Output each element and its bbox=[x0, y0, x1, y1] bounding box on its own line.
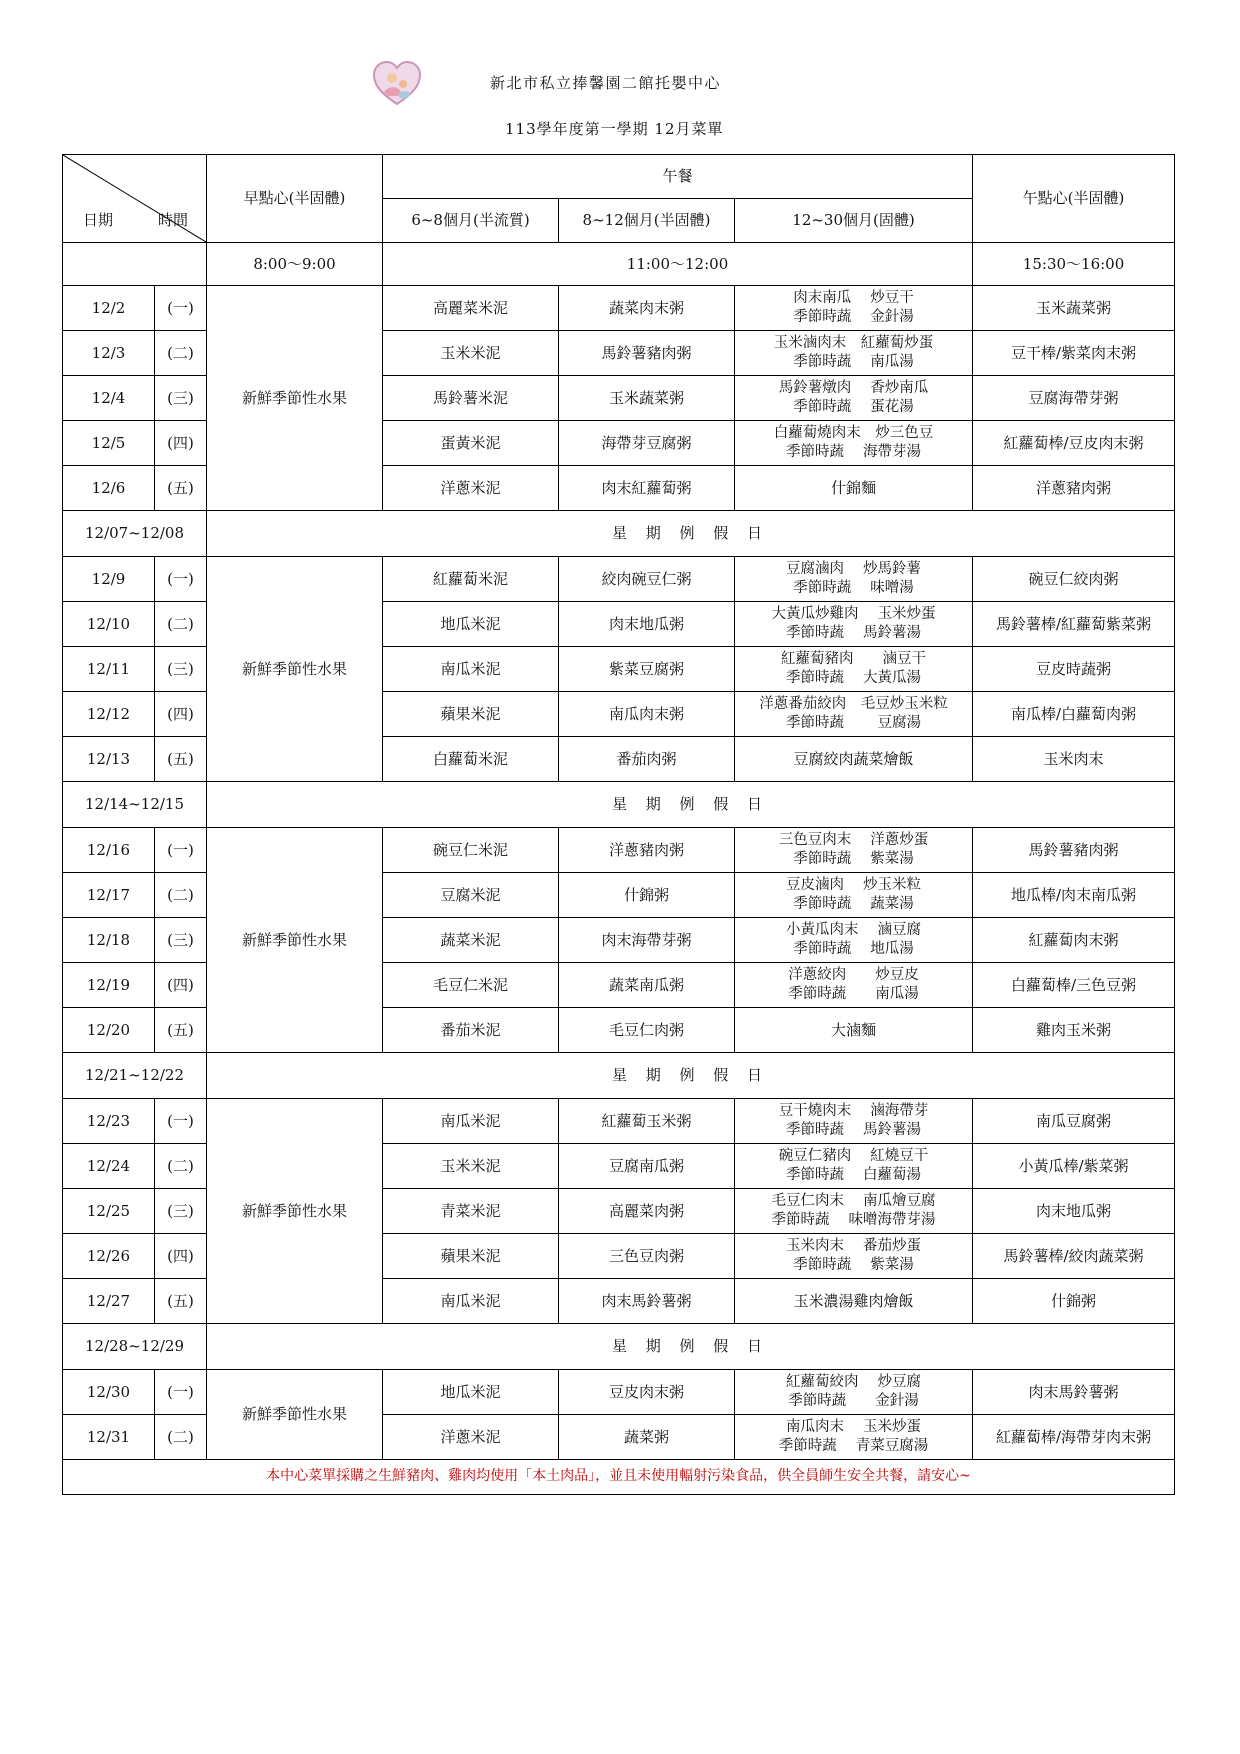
lunch-12-30-dishes bbox=[735, 963, 973, 1008]
afternoon-snack-dish: 南瓜棒/白蘿蔔肉粥 bbox=[973, 692, 1175, 737]
date-time-corner-cell bbox=[63, 155, 207, 243]
lunch-12-30-dishes bbox=[735, 286, 973, 331]
lunch-8-12-dish: 蔬菜肉末粥 bbox=[559, 286, 735, 331]
day-weekday: (二) bbox=[155, 602, 207, 647]
day-date: 12/25 bbox=[63, 1189, 155, 1234]
lunch-12-30-line-1: 碗豆仁豬肉 紅燒豆干 bbox=[778, 1148, 929, 1165]
lunch-8-12-dish: 肉末紅蘿蔔粥 bbox=[559, 466, 735, 511]
lunch-6-8-dish: 毛豆仁米泥 bbox=[383, 963, 559, 1008]
day-weekday: (五) bbox=[155, 1279, 207, 1324]
lunch-8-12-dish: 什錦粥 bbox=[559, 873, 735, 918]
holiday-row bbox=[63, 1324, 1175, 1370]
morning-snack-fruit: 新鮮季節性水果 bbox=[207, 286, 383, 511]
lunch-12-30-dish: 玉米濃湯雞肉燴飯 bbox=[735, 1279, 973, 1324]
lunch-12-30-line-2: 季節時蔬 地瓜湯 bbox=[793, 941, 914, 957]
lunch-12-30-line-1: 馬鈴薯燉肉 香炒南瓜 bbox=[778, 380, 929, 397]
afternoon-snack-dish: 南瓜豆腐粥 bbox=[973, 1099, 1175, 1144]
lunch-12-30-line-1: 豆皮滷肉 炒玉米粒 bbox=[785, 877, 922, 894]
lunch-12-30-dishes bbox=[735, 873, 973, 918]
lunch-8-12-dish: 洋蔥豬肉粥 bbox=[559, 828, 735, 873]
lunch-12-30-line-1: 紅蘿蔔絞肉 炒豆腐 bbox=[785, 1374, 922, 1391]
organization-name: 新北市私立捧馨園二館托嬰中心 bbox=[490, 74, 722, 92]
afternoon-snack-dish: 豆皮時蔬粥 bbox=[973, 647, 1175, 692]
lunch-12-30-line-1: 紅蘿蔔豬肉 滷豆干 bbox=[781, 651, 927, 668]
day-date: 12/20 bbox=[63, 1008, 155, 1053]
day-row bbox=[63, 1370, 1175, 1415]
lunch-8-12-dish: 高麗菜肉粥 bbox=[559, 1189, 735, 1234]
lunch-12-30-dishes bbox=[735, 331, 973, 376]
lunch-8-12-dish: 絞肉碗豆仁粥 bbox=[559, 557, 735, 602]
lunch-time: 11:00～12:00 bbox=[383, 243, 973, 286]
lunch-12-30-line-2: 季節時蔬 金針湯 bbox=[788, 1393, 919, 1409]
day-date: 12/30 bbox=[63, 1370, 155, 1415]
lunch-12-30-line-2: 季節時蔬 海帶芽湯 bbox=[785, 444, 922, 460]
holiday-range: 12/28~12/29 bbox=[63, 1324, 207, 1370]
lunch-12-30-line-1: 洋蔥番茄絞肉 毛豆炒玉米粒 bbox=[759, 696, 948, 713]
afternoon-snack-dish: 白蘿蔔棒/三色豆粥 bbox=[973, 963, 1175, 1008]
lunch-6-8-header: 6~8個月(半流質) bbox=[383, 199, 559, 243]
lunch-8-12-dish: 肉末馬鈴薯粥 bbox=[559, 1279, 735, 1324]
date-label: 日期 bbox=[83, 211, 114, 229]
footer-note-row bbox=[63, 1460, 1175, 1495]
afternoon-snack-dish: 紅蘿蔔棒/海帶芽肉末粥 bbox=[973, 1415, 1175, 1460]
lunch-8-12-dish: 紅蘿蔔玉米粥 bbox=[559, 1099, 735, 1144]
day-weekday: (一) bbox=[155, 1370, 207, 1415]
lunch-12-30-dishes bbox=[735, 1144, 973, 1189]
lunch-12-30-line-2: 季節時蔬 蔬菜湯 bbox=[793, 896, 914, 912]
lunch-8-12-dish: 蔬菜南瓜粥 bbox=[559, 963, 735, 1008]
lunch-12-30-line-1: 白蘿蔔燒肉末 炒三色豆 bbox=[773, 425, 934, 442]
afternoon-snack-dish: 洋蔥豬肉粥 bbox=[973, 466, 1175, 511]
day-date: 12/26 bbox=[63, 1234, 155, 1279]
lunch-12-30-line-2: 季節時蔬 蛋花湯 bbox=[793, 399, 914, 415]
day-weekday: (三) bbox=[155, 376, 207, 421]
lunch-6-8-dish: 洋蔥米泥 bbox=[383, 466, 559, 511]
lunch-6-8-dish: 南瓜米泥 bbox=[383, 647, 559, 692]
time-label: 時間 bbox=[157, 211, 188, 229]
afternoon-snack-header: 午點心(半固體) bbox=[973, 155, 1175, 243]
lunch-6-8-dish: 馬鈴薯米泥 bbox=[383, 376, 559, 421]
morning-snack-header: 早點心(半固體) bbox=[207, 155, 383, 243]
lunch-12-30-line-2: 季節時蔬 馬鈴薯湯 bbox=[785, 1122, 922, 1138]
afternoon-snack-dish: 什錦粥 bbox=[973, 1279, 1175, 1324]
lunch-12-30-dishes bbox=[735, 1415, 973, 1460]
lunch-12-30-dishes bbox=[735, 918, 973, 963]
lunch-8-12-dish: 番茄肉粥 bbox=[559, 737, 735, 782]
lunch-12-30-header: 12~30個月(固體) bbox=[735, 199, 973, 243]
lunch-6-8-dish: 南瓜米泥 bbox=[383, 1099, 559, 1144]
lunch-8-12-dish: 玉米蔬菜粥 bbox=[559, 376, 735, 421]
lunch-12-30-line-1: 豆腐滷肉 炒馬鈴薯 bbox=[785, 561, 922, 578]
lunch-12-30-dish: 什錦麵 bbox=[735, 466, 973, 511]
lunch-8-12-dish: 肉末海帶芽粥 bbox=[559, 918, 735, 963]
lunch-6-8-dish: 紅蘿蔔米泥 bbox=[383, 557, 559, 602]
morning-snack-fruit: 新鮮季節性水果 bbox=[207, 1099, 383, 1324]
header-row bbox=[63, 155, 1175, 199]
lunch-12-30-dish: 豆腐絞肉蔬菜燴飯 bbox=[735, 737, 973, 782]
center-logo-icon bbox=[372, 60, 422, 106]
day-weekday: (三) bbox=[155, 918, 207, 963]
afternoon-snack-dish: 豆腐海帶芽粥 bbox=[973, 376, 1175, 421]
lunch-12-30-line-1: 豆干燒肉末 滷海帶芽 bbox=[778, 1103, 929, 1120]
day-date: 12/16 bbox=[63, 828, 155, 873]
morning-snack-fruit: 新鮮季節性水果 bbox=[207, 1370, 383, 1460]
day-weekday: (三) bbox=[155, 647, 207, 692]
day-weekday: (一) bbox=[155, 286, 207, 331]
lunch-12-30-line-2: 季節時蔬 白蘿蔔湯 bbox=[785, 1167, 922, 1183]
morning-snack-fruit: 新鮮季節性水果 bbox=[207, 828, 383, 1053]
lunch-12-30-dishes bbox=[735, 1234, 973, 1279]
day-date: 12/5 bbox=[63, 421, 155, 466]
footer-note: 本中心菜單採購之生鮮豬肉、雞肉均使用「本土肉品」，並且未使用輻射污染食品，供全員師生安全共餐，請安心~ bbox=[63, 1460, 1175, 1495]
afternoon-snack-dish: 雞肉玉米粥 bbox=[973, 1008, 1175, 1053]
day-date: 12/18 bbox=[63, 918, 155, 963]
lunch-8-12-dish: 南瓜肉末粥 bbox=[559, 692, 735, 737]
monthly-menu-table bbox=[62, 154, 1175, 1495]
day-weekday: (三) bbox=[155, 1189, 207, 1234]
lunch-6-8-dish: 番茄米泥 bbox=[383, 1008, 559, 1053]
day-weekday: (四) bbox=[155, 963, 207, 1008]
lunch-12-30-line-2: 季節時蔬 大黃瓜湯 bbox=[785, 670, 922, 686]
lunch-12-30-line-1: 玉米肉末 番茄炒蛋 bbox=[785, 1238, 922, 1255]
day-date: 12/6 bbox=[63, 466, 155, 511]
day-date: 12/23 bbox=[63, 1099, 155, 1144]
day-weekday: (二) bbox=[155, 873, 207, 918]
day-date: 12/27 bbox=[63, 1279, 155, 1324]
lunch-12-30-line-2: 季節時蔬 豆腐湯 bbox=[785, 715, 922, 731]
lunch-6-8-dish: 碗豆仁米泥 bbox=[383, 828, 559, 873]
afternoon-snack-dish: 小黃瓜棒/紫菜粥 bbox=[973, 1144, 1175, 1189]
holiday-label: 星 期 例 假 日 bbox=[207, 511, 1175, 557]
holiday-row bbox=[63, 1053, 1175, 1099]
lunch-8-12-dish: 毛豆仁肉粥 bbox=[559, 1008, 735, 1053]
lunch-12-30-line-2: 季節時蔬 紫菜湯 bbox=[793, 851, 914, 867]
lunch-6-8-dish: 南瓜米泥 bbox=[383, 1279, 559, 1324]
lunch-12-30-line-1: 玉米滷肉末 紅蘿蔔炒蛋 bbox=[773, 335, 934, 352]
lunch-12-30-line-2: 季節時蔬 青菜豆腐湯 bbox=[778, 1438, 929, 1454]
holiday-label: 星 期 例 假 日 bbox=[207, 1053, 1175, 1099]
time-row bbox=[63, 243, 1175, 286]
lunch-6-8-dish: 洋蔥米泥 bbox=[383, 1415, 559, 1460]
day-row bbox=[63, 1099, 1175, 1144]
lunch-12-30-dishes bbox=[735, 557, 973, 602]
day-date: 12/4 bbox=[63, 376, 155, 421]
lunch-6-8-dish: 白蘿蔔米泥 bbox=[383, 737, 559, 782]
day-date: 12/13 bbox=[63, 737, 155, 782]
day-weekday: (一) bbox=[155, 557, 207, 602]
day-date: 12/2 bbox=[63, 286, 155, 331]
day-weekday: (五) bbox=[155, 737, 207, 782]
lunch-12-30-dishes bbox=[735, 376, 973, 421]
day-date: 12/10 bbox=[63, 602, 155, 647]
lunch-12-30-line-2: 季節時蔬 紫菜湯 bbox=[793, 1257, 914, 1273]
day-date: 12/12 bbox=[63, 692, 155, 737]
day-weekday: (二) bbox=[155, 1144, 207, 1189]
morning-snack-fruit: 新鮮季節性水果 bbox=[207, 557, 383, 782]
lunch-6-8-dish: 地瓜米泥 bbox=[383, 602, 559, 647]
lunch-12-30-dishes bbox=[735, 421, 973, 466]
day-row bbox=[63, 828, 1175, 873]
lunch-12-30-line-1: 南瓜肉末 玉米炒蛋 bbox=[785, 1419, 922, 1436]
lunch-12-30-dishes bbox=[735, 1099, 973, 1144]
menu-title: 113學年度第一學期 12月菜單 bbox=[505, 120, 724, 138]
day-weekday: (五) bbox=[155, 466, 207, 511]
lunch-6-8-dish: 青菜米泥 bbox=[383, 1189, 559, 1234]
day-weekday: (一) bbox=[155, 1099, 207, 1144]
lunch-12-30-dishes bbox=[735, 828, 973, 873]
day-date: 12/3 bbox=[63, 331, 155, 376]
afternoon-snack-dish: 豆干棒/紫菜肉末粥 bbox=[973, 331, 1175, 376]
lunch-12-30-line-2: 季節時蔬 南瓜湯 bbox=[788, 986, 919, 1002]
lunch-8-12-dish: 蔬菜粥 bbox=[559, 1415, 735, 1460]
lunch-6-8-dish: 蘋果米泥 bbox=[383, 1234, 559, 1279]
day-date: 12/24 bbox=[63, 1144, 155, 1189]
lunch-6-8-dish: 高麗菜米泥 bbox=[383, 286, 559, 331]
lunch-12-30-dishes bbox=[735, 1370, 973, 1415]
afternoon-snack-dish: 馬鈴薯棒/紅蘿蔔紫菜粥 bbox=[973, 602, 1175, 647]
afternoon-snack-dish: 玉米肉末 bbox=[973, 737, 1175, 782]
day-weekday: (一) bbox=[155, 828, 207, 873]
lunch-8-12-dish: 三色豆肉粥 bbox=[559, 1234, 735, 1279]
lunch-12-30-line-1: 三色豆肉末 洋蔥炒蛋 bbox=[778, 832, 929, 849]
lunch-12-30-line-1: 毛豆仁肉末 南瓜燴豆腐 bbox=[771, 1193, 936, 1210]
lunch-6-8-dish: 玉米米泥 bbox=[383, 1144, 559, 1189]
day-weekday: (四) bbox=[155, 692, 207, 737]
morning-time: 8:00～9:00 bbox=[207, 243, 383, 286]
lunch-12-30-line-2: 季節時蔬 南瓜湯 bbox=[793, 354, 914, 370]
lunch-12-30-dish: 大滷麵 bbox=[735, 1008, 973, 1053]
holiday-label: 星 期 例 假 日 bbox=[207, 782, 1175, 828]
day-weekday: (二) bbox=[155, 331, 207, 376]
lunch-8-12-dish: 海帶芽豆腐粥 bbox=[559, 421, 735, 466]
lunch-8-12-dish: 豆腐南瓜粥 bbox=[559, 1144, 735, 1189]
day-weekday: (四) bbox=[155, 421, 207, 466]
afternoon-snack-dish: 碗豆仁絞肉粥 bbox=[973, 557, 1175, 602]
lunch-12-30-line-1: 小黃瓜肉末 滷豆腐 bbox=[785, 922, 922, 939]
holiday-range: 12/07~12/08 bbox=[63, 511, 207, 557]
time-row-blank bbox=[63, 243, 207, 286]
lunch-12-30-line-2: 季節時蔬 味噌湯 bbox=[793, 580, 914, 596]
holiday-row bbox=[63, 782, 1175, 828]
afternoon-time: 15:30～16:00 bbox=[973, 243, 1175, 286]
afternoon-snack-dish: 肉末馬鈴薯粥 bbox=[973, 1370, 1175, 1415]
afternoon-snack-dish: 馬鈴薯豬肉粥 bbox=[973, 828, 1175, 873]
lunch-12-30-line-1: 大黃瓜炒雞肉 玉米炒蛋 bbox=[771, 606, 936, 623]
holiday-row bbox=[63, 511, 1175, 557]
lunch-6-8-dish: 蛋黃米泥 bbox=[383, 421, 559, 466]
afternoon-snack-dish: 馬鈴薯棒/絞肉蔬菜粥 bbox=[973, 1234, 1175, 1279]
afternoon-snack-dish: 肉末地瓜粥 bbox=[973, 1189, 1175, 1234]
lunch-6-8-dish: 地瓜米泥 bbox=[383, 1370, 559, 1415]
day-date: 12/11 bbox=[63, 647, 155, 692]
lunch-8-12-dish: 豆皮肉末粥 bbox=[559, 1370, 735, 1415]
day-row bbox=[63, 286, 1175, 331]
lunch-12-30-line-2: 季節時蔬 馬鈴薯湯 bbox=[785, 625, 922, 641]
lunch-6-8-dish: 蘋果米泥 bbox=[383, 692, 559, 737]
lunch-8-12-header: 8~12個月(半固體) bbox=[559, 199, 735, 243]
lunch-8-12-dish: 肉末地瓜粥 bbox=[559, 602, 735, 647]
day-weekday: (四) bbox=[155, 1234, 207, 1279]
lunch-12-30-line-2: 季節時蔬 味噌海帶芽湯 bbox=[771, 1212, 936, 1228]
lunch-12-30-dishes bbox=[735, 1189, 973, 1234]
lunch-8-12-dish: 馬鈴薯豬肉粥 bbox=[559, 331, 735, 376]
lunch-12-30-line-2: 季節時蔬 金針湯 bbox=[793, 309, 914, 325]
lunch-6-8-dish: 玉米米泥 bbox=[383, 331, 559, 376]
day-date: 12/17 bbox=[63, 873, 155, 918]
lunch-6-8-dish: 蔬菜米泥 bbox=[383, 918, 559, 963]
holiday-range: 12/21~12/22 bbox=[63, 1053, 207, 1099]
day-date: 12/19 bbox=[63, 963, 155, 1008]
lunch-12-30-line-1: 肉末南瓜 炒豆干 bbox=[793, 290, 914, 307]
lunch-6-8-dish: 豆腐米泥 bbox=[383, 873, 559, 918]
day-weekday: (二) bbox=[155, 1415, 207, 1460]
holiday-label: 星 期 例 假 日 bbox=[207, 1324, 1175, 1370]
lunch-12-30-dishes bbox=[735, 602, 973, 647]
day-date: 12/9 bbox=[63, 557, 155, 602]
lunch-12-30-dishes bbox=[735, 647, 973, 692]
lunch-header: 午餐 bbox=[383, 155, 973, 199]
lunch-12-30-dishes bbox=[735, 692, 973, 737]
afternoon-snack-dish: 紅蘿蔔棒/豆皮肉末粥 bbox=[973, 421, 1175, 466]
day-date: 12/31 bbox=[63, 1415, 155, 1460]
lunch-8-12-dish: 紫菜豆腐粥 bbox=[559, 647, 735, 692]
day-weekday: (五) bbox=[155, 1008, 207, 1053]
holiday-range: 12/14~12/15 bbox=[63, 782, 207, 828]
afternoon-snack-dish: 地瓜棒/肉末南瓜粥 bbox=[973, 873, 1175, 918]
afternoon-snack-dish: 玉米蔬菜粥 bbox=[973, 286, 1175, 331]
day-row bbox=[63, 557, 1175, 602]
afternoon-snack-dish: 紅蘿蔔肉末粥 bbox=[973, 918, 1175, 963]
lunch-12-30-line-1: 洋蔥絞肉 炒豆皮 bbox=[788, 967, 919, 984]
